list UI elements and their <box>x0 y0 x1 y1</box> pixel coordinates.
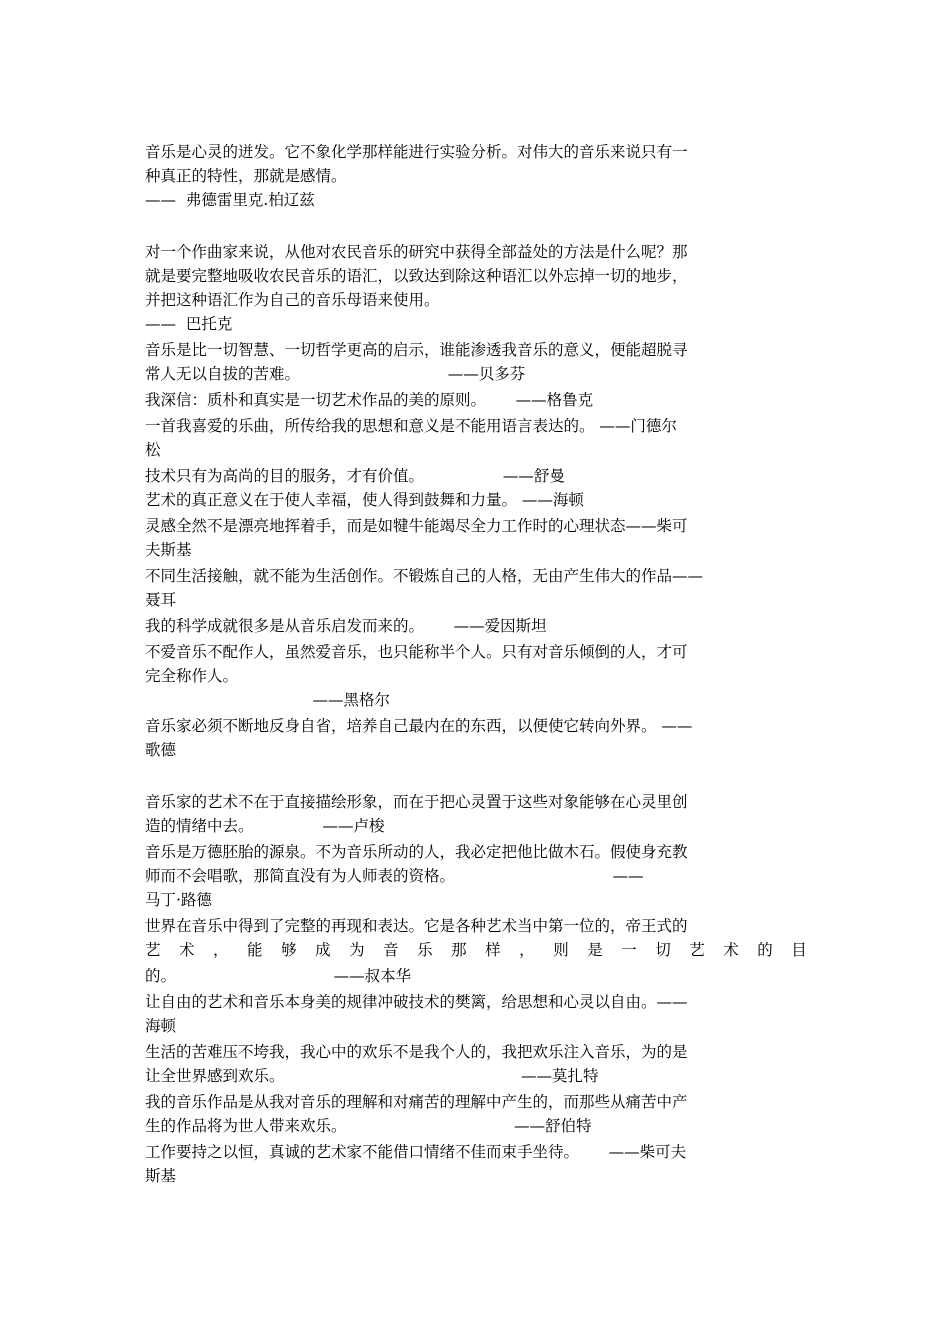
text-line: 音乐是心灵的迸发。它不象化学那样能进行实验分析。对伟大的音乐来说只有一 <box>145 143 688 161</box>
attribution: ——黑格尔 <box>145 691 391 709</box>
spread-char: 术 <box>179 941 195 959</box>
text-line: 生活的苦难压不垮我，我心中的欢乐不是我个人的，我把欢乐注入音乐，为的是 <box>145 1043 688 1061</box>
text-line: 我深信：质朴和真实是一切艺术作品的美的原则。 ——格鲁克 <box>145 391 594 409</box>
text-line: 不爱音乐不配作人，虽然爱音乐，也只能称半个人。只有对音乐倾倒的人，才可 <box>145 643 688 661</box>
spread-char: 那 <box>451 941 467 959</box>
text-line: 音乐家必须不断地反身自省，培养自己最内在的东西，以便使它转向外界。 —— <box>145 717 693 735</box>
spread-char: 一 <box>621 941 637 959</box>
spread-char: 艺 <box>145 941 161 959</box>
text-line: 马丁·路德 <box>145 891 212 909</box>
text-line: 艺术的真正意义在于使人幸福，使人得到鼓舞和力量。 ——海顿 <box>145 491 584 509</box>
text-line: 音乐家的艺术不在于直接描绘形象，而在于把心灵置于这些对象能够在心灵里创 <box>145 793 688 811</box>
text-line: 歌德 <box>145 741 177 759</box>
text-line: 不同生活接触，就不能为生活创作。不锻炼自己的人格，无由产生伟大的作品—— <box>145 567 704 585</box>
text-line: 我的音乐作品是从我对音乐的理解和对痛苦的理解中产生的，而那些从痛苦中产 <box>145 1093 688 1111</box>
text-line: 就是要完整地吸收农民音乐的语汇，以致达到除这种语汇以外忘掉一切的地步， <box>145 267 688 285</box>
text-line: 音乐是比一切智慧、一切哲学更高的启示，谁能渗透我音乐的意义，便能超脱寻 <box>145 341 688 359</box>
spread-char: 成 <box>315 941 331 959</box>
spread-char: 能 <box>247 941 263 959</box>
spread-char: 是 <box>587 941 603 959</box>
text-line: 工作要持之以恒，真诚的艺术家不能借口情绪不佳而束手坐待。 ——柴可夫 <box>145 1143 687 1161</box>
text-line: 斯基 <box>145 1167 177 1185</box>
text-line: 聂耳 <box>145 591 177 609</box>
spread-char: 乐 <box>417 941 433 959</box>
spread-char: ， <box>213 941 229 959</box>
text-line: 对一个作曲家来说，从他对农民音乐的研究中获得全部益处的方法是什么呢？那 <box>145 243 688 261</box>
spread-char: 的 <box>757 941 773 959</box>
text-line: 松 <box>145 441 161 459</box>
text-line: 我的科学成就很多是从音乐启发而来的。 ——爱因斯坦 <box>145 617 547 635</box>
text-line: 海顿 <box>145 1017 177 1035</box>
spread-char: 术 <box>723 941 739 959</box>
text-line: 生的作品将为世人带来欢乐。 ——舒伯特 <box>145 1117 592 1135</box>
text-line: 师而不会唱歌，那简直没有为人师表的资格。 —— <box>145 867 644 885</box>
attribution: —— 弗德雷里克.柏辽兹 <box>145 191 315 209</box>
text-line: 世界在音乐中得到了完整的再现和表达。它是各种艺术当中第一位的，帝王式的 <box>145 917 688 935</box>
spread-char: 为 <box>349 941 365 959</box>
text-line: 造的情绪中去。 ——卢梭 <box>145 817 385 835</box>
spread-char: 音 <box>383 941 399 959</box>
spread-text-line <box>145 938 807 962</box>
spread-char: 样 <box>485 941 501 959</box>
spread-char: 艺 <box>689 941 705 959</box>
text-line: 并把这种语汇作为自己的音乐母语来使用。 <box>145 291 440 309</box>
spread-char: 切 <box>655 941 671 959</box>
text-line: 让自由的艺术和音乐本身美的规律冲破技术的樊篱，给思想和心灵以自由。—— <box>145 993 688 1011</box>
attribution: —— 巴托克 <box>145 315 233 333</box>
text-line: 一首我喜爱的乐曲，所传给我的思想和意义是不能用语言表达的。 ——门德尔 <box>145 417 677 435</box>
spread-char: 则 <box>553 941 569 959</box>
text-line: 种真正的特性，那就是感情。 <box>145 167 347 185</box>
text-line: 完全称作人。 <box>145 667 239 685</box>
spread-char: ， <box>519 941 535 959</box>
spread-char: 目 <box>791 941 807 959</box>
text-line: 音乐是万德胚胎的源泉。不为音乐所动的人，我必定把他比做木石。假使身充教 <box>145 843 688 861</box>
text-line: 技术只有为高尚的目的服务，才有价值。 ——舒曼 <box>145 467 565 485</box>
text-line: 让全世界感到欢乐。 ——莫扎特 <box>145 1067 599 1085</box>
text-line: 夫斯基 <box>145 541 192 559</box>
text-line: 常人无以自拔的苦难。 ——贝多芬 <box>145 365 526 383</box>
text-line: 灵感全然不是漂亮地挥着手，而是如犍牛能竭尽全力工作时的心理状态——柴可 <box>145 517 688 535</box>
text-line: 的。 ——叔本华 <box>145 967 412 985</box>
spread-char: 够 <box>281 941 297 959</box>
